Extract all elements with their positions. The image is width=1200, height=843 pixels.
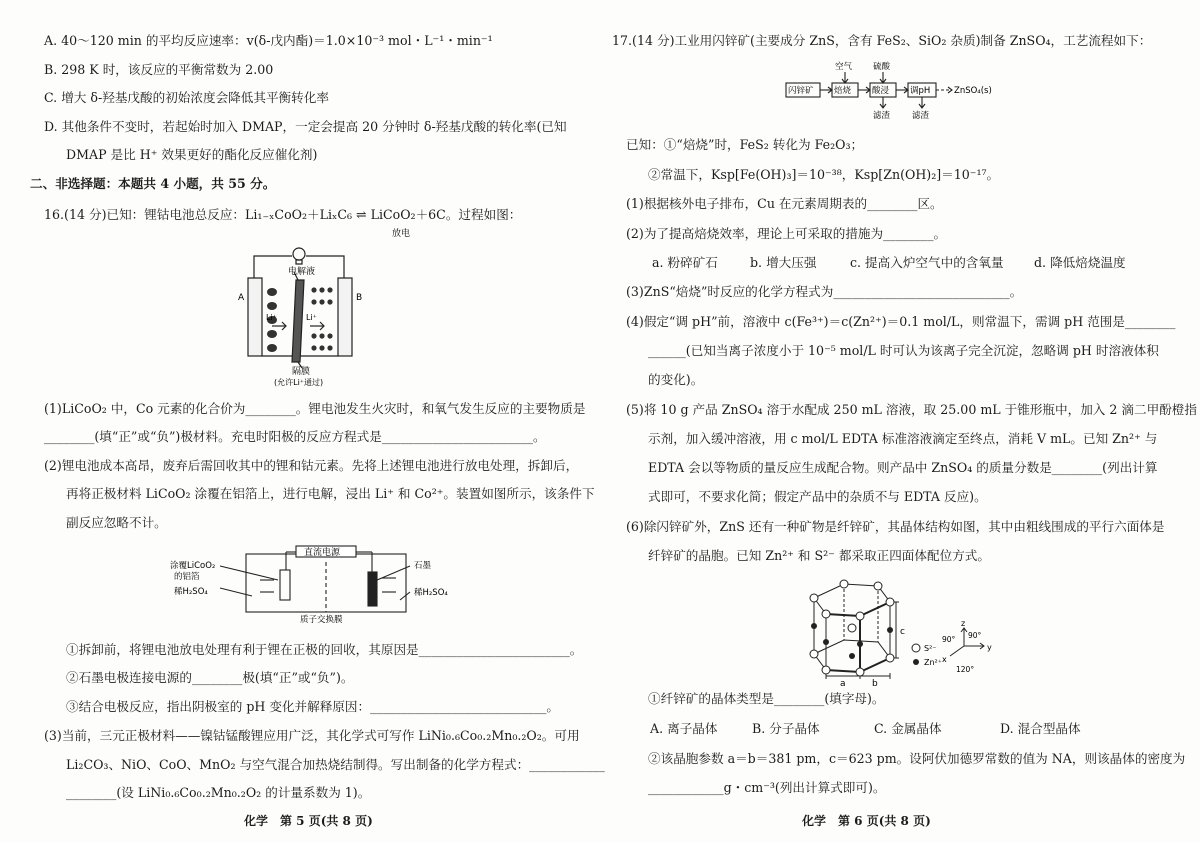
separator-label: 隔膜 xyxy=(292,367,311,377)
q16-part2-cont2: 副反应忽略不计。 xyxy=(66,515,167,530)
q6-option-b: B. 分子晶体 xyxy=(752,721,820,736)
q17-part2: (2)为了提高焙烧效率，理论上可采取的措施为________。 xyxy=(626,226,947,241)
option-b: B. 298 K 时，该反应的平衡常数为 2.00 xyxy=(44,62,274,77)
crystal-label-b: b xyxy=(872,679,878,689)
option-c: C. 增大 δ-羟基戊酸的初始浓度会降低其平衡转化率 xyxy=(44,90,329,105)
graphite-label: 石墨 xyxy=(414,561,432,571)
ion-right-label: Li⁺ xyxy=(306,313,317,322)
crystal-label-c: c xyxy=(900,627,905,637)
electrode-a-label: A xyxy=(238,293,245,303)
flow-leach: 酸浸 xyxy=(872,86,890,96)
left-page xyxy=(30,0,605,843)
angle-2: 90° xyxy=(968,631,982,640)
q17-intro: 17.(14 分)工业用闪锌矿(主要成分 ZnS，含有 FeS₂、SiO₂ 杂质)制备 ZnSO₄，工艺流程如下： xyxy=(612,33,1152,48)
flow-air: 空气 xyxy=(835,62,853,72)
flow-ore: 闪锌矿 xyxy=(788,86,814,96)
legend-zn: Zn²⁺ xyxy=(924,658,942,667)
q16-part3-cont2: ________(设 LiNi₀.₆Co₀.₂Mn₀.₂O₂ 的计量系数为 1)。 xyxy=(66,785,371,800)
q17-part4-cont: ______(已知当离子浓度小于 10⁻⁵ mol/L 时可认为该离子完全沉淀，忽略调 pH 时溶液体积 xyxy=(648,343,1159,358)
q17-part6: (6)除闪锌矿外，ZnS 还有一种矿物是纤锌矿，其晶体结构如图，其中由粗线围成的平行六面体是 xyxy=(626,519,1165,534)
flow-roast: 焙烧 xyxy=(834,86,852,96)
q16-part1: (1)LiCoO₂ 中，Co 元素的化合价为________。锂电池发生火灾时，和氧气发生反应的主要物质是 xyxy=(44,401,586,416)
crystal-label-a: a xyxy=(840,679,846,689)
q17-part6-sub2-cont: ____________g・cm⁻³(列出计算式即可)。 xyxy=(648,780,886,795)
known-2: ②常温下，Ksp[Fe(OH)₃]＝10⁻³⁸，Ksp[Zn(OH)₂]＝10⁻¹⁷。 xyxy=(648,167,1000,182)
crystal-structure-diagram xyxy=(798,576,1008,689)
ion-left-label: Li⁺ xyxy=(266,313,277,322)
power-label: 直流电源 xyxy=(304,548,341,558)
q16-part1-cont: ________(填“正”或“负”)极材料。充电时阳极的反应方程式是________________________。 xyxy=(44,429,546,444)
q16-part2-cont1: 再将正极材料 LiCoO₂ 涂覆在铝箔上，进行电解，浸出 Li⁺ 和 Co²⁺。装置如图所示，该条件下 xyxy=(66,486,595,501)
q17-part6-sub1: ①纤锌矿的晶体类型是________(填字母)。 xyxy=(648,691,885,706)
known-1: 已知：①“焙烧”时，FeS₂ 转化为 Fe₂O₃； xyxy=(626,137,864,152)
battery-diagram xyxy=(226,229,411,387)
axis-y: y xyxy=(987,643,992,652)
electrolysis-diagram xyxy=(170,544,480,625)
process-flow-diagram xyxy=(784,60,1024,122)
section-heading: 二、非选择题：本题共 4 小题，共 55 分。 xyxy=(30,176,276,191)
flow-residue1: 滤渣 xyxy=(873,111,891,121)
angle-1: 90° xyxy=(942,635,956,644)
membrane-label: 质子交换膜 xyxy=(300,615,343,625)
q17-part5: (5)将 10 g 产品 ZnSO₄ 溶于水配成 250 mL 溶液，取 25.00 mL 于锥形瓶中，加入 2 滴二甲酚橙指 xyxy=(626,402,1197,417)
coated-label2: 的铝箔 xyxy=(174,572,200,582)
q17-part4-cont2: 的变化)。 xyxy=(648,372,704,387)
electrolyte-label: 电解液 xyxy=(288,267,316,277)
acid-right-label: 稀H₂SO₄ xyxy=(414,588,448,598)
q16-part2-sub2: ②石墨电极连接电源的________极(填“正”或“负”)。 xyxy=(66,670,354,685)
electrode-b-label: B xyxy=(356,293,363,303)
right-footer: 化学 第 6 页(共 8 页) xyxy=(802,814,931,828)
flow-adjust: 调pH xyxy=(910,86,931,96)
q17-part6-cont: 纤锌矿的晶胞。已知 Zn²⁺ 和 S²⁻ 都采取正四面体配位方式。 xyxy=(648,548,990,563)
flow-acid: 硫酸 xyxy=(873,62,891,72)
q6-option-d: D. 混合型晶体 xyxy=(1000,721,1081,736)
left-footer: 化学 第 5 页(共 8 页) xyxy=(244,814,373,828)
angle-3: 120° xyxy=(956,665,975,674)
q2-option-a: a. 粉碎矿石 xyxy=(652,255,718,270)
q16-part2-sub3: ③结合电极反应，指出阴极室的 pH 变化并解释原因：____________________________。 xyxy=(66,699,560,714)
legend-s: S²⁻ xyxy=(924,644,937,653)
q16-part2-sub1: ①拆卸前，将锂电池放电处理有利于锂在正极的回收，其原因是________________________。 xyxy=(66,642,583,657)
q17-part6-sub2: ②该晶胞参数 a＝b＝381 pm，c＝623 pm。设阿伏加德罗常数的值为 NA，则该晶体的密度为 xyxy=(648,751,1186,766)
q6-option-c: C. 金属晶体 xyxy=(874,721,942,736)
q2-option-b: b. 增大压强 xyxy=(750,255,817,270)
q17-part5-cont2: EDTA 会以等物质的量反应生成配合物。则产品中 ZnSO₄ 的质量分数是________(列出计算 xyxy=(648,460,1158,475)
right-page xyxy=(612,0,1197,843)
q16-part3: (3)当前，三元正极材料——镍钴锰酸锂应用广泛，其化学式可写作 LiNi₀.₆Co₀.₂Mn₀.₂O₂。可用 xyxy=(44,728,580,743)
axis-x: x xyxy=(942,655,947,664)
q2-option-c: c. 提高入炉空气中的含氧量 xyxy=(850,255,1004,270)
q16-intro: 16.(14 分)已知：锂钴电池总反应：Li₁₋ₓCoO₂＋LiₓC₆ ⇌ LiCoO₂＋6C。过程如图： xyxy=(44,207,522,222)
acid-left-label: 稀H₂SO₄ xyxy=(174,587,208,597)
flow-residue2: 滤渣 xyxy=(912,111,930,121)
q17-part5-cont1: 示剂，加入缓冲溶液，用 c mol/L EDTA 标准溶液滴定至终点，消耗 V mL。已知 Zn²⁺ 与 xyxy=(648,431,1158,446)
q17-part5-cont3: 式即可，不要求化简；假定产品中的杂质不与 EDTA 反应)。 xyxy=(648,489,987,504)
coated-label: 涂覆LiCoO₂ xyxy=(170,561,216,571)
q17-part3: (3)ZnS“焙烧”时反应的化学方程式为____________________________。 xyxy=(626,284,1023,299)
q2-option-d: d. 降低焙烧温度 xyxy=(1034,255,1126,270)
option-a: A. 40～120 min 的平均反应速率：v(δ-戊内酯)＝1.0×10⁻³ mol・L⁻¹・min⁻¹ xyxy=(44,33,493,48)
q16-part2: (2)锂电池成本高昂，废弃后需回收其中的锂和钴元素。先将上述锂电池进行放电处理，拆卸后， xyxy=(44,458,579,473)
option-d-cont: DMAP 是比 H⁺ 效果更好的酯化反应催化剂) xyxy=(66,147,318,162)
q17-part4: (4)假定“调 pH”前，溶液中 c(Fe³⁺)＝c(Zn²⁺)＝0.1 mol/L，则常温下，需调 pH 范围是________ xyxy=(626,314,1176,329)
q17-part1: (1)根据核外电子排布，Cu 在元素周期表的________区。 xyxy=(626,196,943,211)
axis-z: z xyxy=(961,619,966,628)
q6-option-a: A. 离子晶体 xyxy=(650,721,718,736)
option-d: D. 其他条件不变时，若起始时加入 DMAP，一定会提高 20 分钟时 δ-羟基戊酸的转化率(已知 xyxy=(44,119,567,134)
flow-product: ZnSO₄(s) xyxy=(954,86,992,96)
separator-note: (允许Li⁺通过) xyxy=(274,378,324,387)
discharge-label: 放电 xyxy=(392,229,411,239)
q16-part3-cont: Li₂CO₃、NiO、CoO、MnO₂ 与空气混合加热烧结制得。写出制备的化学方程式：____________ xyxy=(66,757,605,772)
